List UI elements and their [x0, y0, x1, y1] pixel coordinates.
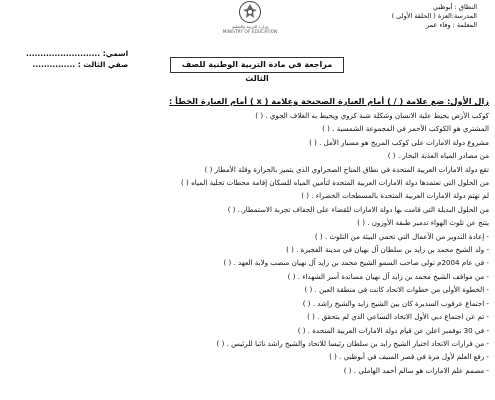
ministry-name-en: MINISTRY OF EDUCATION — [222, 29, 278, 34]
list-item[interactable]: - في 30 نوفمبر اعلن عن قيام دولة الامارات العربية المتحدة . ( ) — [297, 325, 489, 335]
district-label: النطاق : أبوظبي — [433, 3, 477, 11]
ministry-name-ar: وزارة التربية والتعليم — [232, 24, 268, 29]
teacher-label: المعلمة : وفاء عمر — [426, 21, 477, 30]
list-item[interactable]: - إعادة التدوير من الأعمال التي تحمي البيئة من التلوث . ( ) — [314, 231, 489, 241]
list-item[interactable]: من الحلول البديلة التي قامت بها دولة الامارات للقضاء على الجفاف تجربة الاستمطار.. ( ) — [227, 204, 489, 214]
list-item[interactable]: - اجتماع عرقوب السديرة كان بين الشيخ زايد والشيخ راشد . ( ) — [302, 298, 489, 308]
list-item[interactable]: - مصمم علم الامارات هو سالم أحمد الهاملي . ( ) — [343, 365, 489, 375]
list-item[interactable]: - في عام 2004م تولى صاحب السمو الشيخ محمد بن زايد آل نهيان منصب ولاية العهد . ( ) — [223, 258, 489, 268]
school-info — [392, 3, 477, 31]
list-item[interactable]: من الحلول التي تعتمدها دولة الامارات العربية المتحدة لتأمين المياه للسكان إقامة محطات تحلية المياه ( ) — [181, 178, 489, 188]
list-item[interactable]: - من مواقف الشيخ محمد بن زايد آل نهيان مساندة أسر الشهداء . ( ) — [287, 271, 489, 281]
list-item[interactable]: - رفع العلم لأول مرة في قصر المنيف في أبوظبي . ( ) — [329, 352, 489, 362]
list-item[interactable]: كوكب الأرض يحيط علية الانسان وشكلة شبة كروي ويحيط به الغلاف الجوي . ( ) — [255, 111, 489, 120]
list-item[interactable]: من مصادر المياه العذبة البحار . ( ) — [387, 151, 489, 161]
list-item[interactable]: لم تهتم دولة الامارات العربية المتحدة بالمسطحات الخضراء . ( ) — [301, 191, 489, 201]
ministry-logo — [206, 0, 294, 36]
list-item[interactable]: - تم عن اجتماع دبي الأول الاتحاد التساعي الذي لم يتحقق . ( ) — [307, 312, 489, 322]
statement-list — [0, 109, 489, 377]
list-item[interactable]: - ولد الشيخ محمد بن زايد بن سلطان آل نهيان في مدينة الفجيرة . ( ) — [286, 245, 489, 255]
worksheet-title: مراجعة في مادة التربية الوطنية للصف الثالث — [170, 57, 344, 73]
uae-falcon-emblem-icon — [238, 0, 262, 24]
list-item[interactable]: تقع دولة الامارات العربية المتحدة في نطاق المناخ الصحراوي الذي يتميز بالحرارة وقلة الأمطار ( ) — [204, 164, 489, 174]
list-item[interactable]: - من قرارات الاتحاد اختيار الشيخ زايد بن سلطان رئيسا للاتحاد والشيخ راشد نائبا للرئيس . ( ) — [216, 338, 489, 348]
school-label: المدرسة:العزة ( الحلقة الأولى ) — [391, 12, 477, 21]
student-info — [26, 48, 128, 70]
list-item[interactable]: مشروع دولة الامارات على كوكب المريخ هو مسبار الأمل . ( ) — [309, 137, 489, 147]
student-name-field[interactable]: اسمي: .......................... — [26, 49, 129, 58]
list-item[interactable]: ينتج عن تلوث الهواء تدمير طبقة الأوزون . ( ) — [357, 218, 489, 228]
student-class-field[interactable]: صفي الثالث : ............... — [32, 60, 129, 69]
list-item[interactable]: المشتري هو الكوكب الأحمر في المجموعة الشمسية . ( ) — [322, 124, 489, 134]
list-item[interactable]: - الخطوة الأولى من خطوات الاتحاد كانت في منطقة العين . ( ) — [304, 285, 489, 295]
question-heading: زال الأول: ضع علامة ( / ) أمام العبارة الصحيحة وعلامة ( x ) أمام العبارة الخطأ : — [169, 96, 489, 106]
